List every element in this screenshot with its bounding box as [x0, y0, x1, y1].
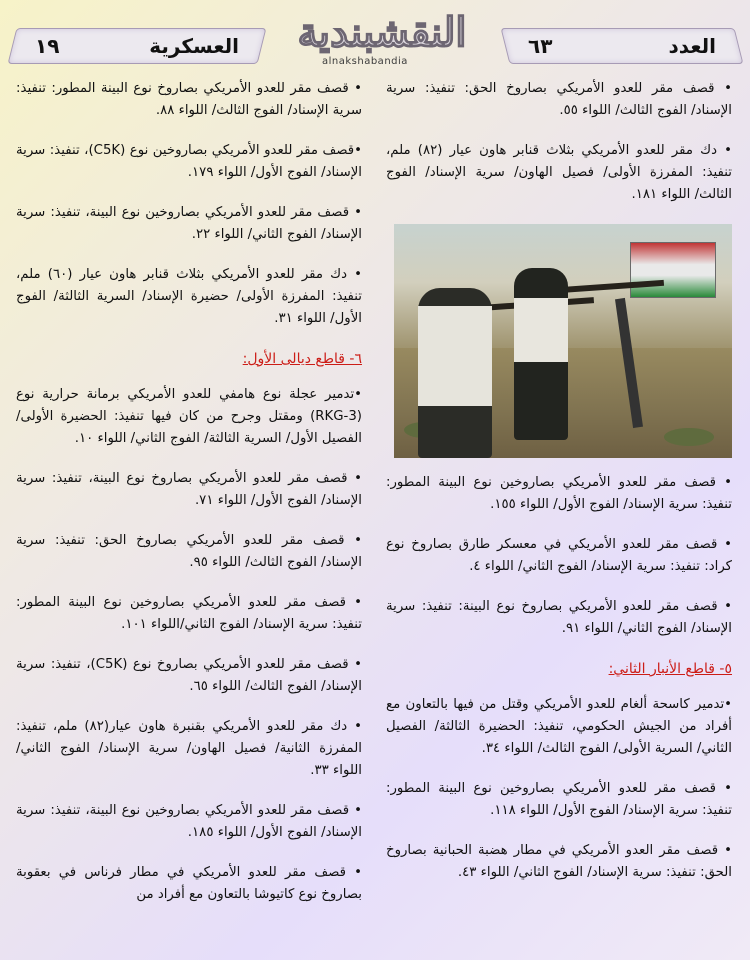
- list-item: • قصف مقر للعدو الأمريكي بصاروخين نوع البينة، تنفيذ: سرية الإسناد/ الفوج الثاني/ اللواء ٢٢.: [16, 205, 362, 242]
- page-number: ١٩: [35, 34, 60, 58]
- list-item: • قصف مقر للعدو الأمريكي في معسكر طارق بصاروخ نوع كراد: تنفيذ: سرية الإسناد/ الفوج الثاني/ اللواء ٤.: [386, 537, 732, 574]
- list-item: • قصف مقر للعدو الأمريكي بصاروخ نوع البينة المطور: تنفيذ: سرية الإسناد/ الفوج الثالث/ اللواء ٨٨.: [16, 81, 362, 118]
- logo-title: النقشبندية: [297, 9, 467, 56]
- left-header-banner: [8, 28, 267, 64]
- issue-label: العدد: [668, 34, 716, 58]
- list-item: • قصف مقر للعدو الأمريكي بصاروخين نوع البينة، تنفيذ: سرية الإسناد/ الفوج الأول/ اللواء ١٨٥.: [16, 803, 362, 840]
- page-header: [0, 0, 750, 78]
- list-item: • قصف مقر للعدو الأمريكي بصاروخ نوع (C5K)، تنفيذ: سرية الإسناد/ الفوج الثالث/ اللواء ٦٥.: [16, 657, 362, 694]
- list-item: • قصف مقر للعدو الأمريكي بصاروخ نوع البينة، تنفيذ: سرية الإسناد/ الفوج الأول/ اللواء ٧١.: [16, 471, 362, 508]
- list-item: •تدمير عجلة نوع هامفي للعدو الأمريكي برمانة حرارية نوع (RKG-3) ومقتل وجرح من كان فيها تنفيذ: الحضيرة الأولى/ الفصيل الأول/ السرية الثالثة/ الفوج الثاني/ اللواء ١٠.: [16, 387, 362, 446]
- magazine-logo: [262, 6, 502, 72]
- list-item: •قصف مقر للعدو الأمريكي بصاروخين نوع (C5K)، تنفيذ: سرية الإسناد/ الفوج الأول/ اللواء ١٧٩.: [16, 143, 363, 180]
- list-item: • دك مقر للعدو الأمريكي بثلاث قنابر هاون عيار (٦٠) ملم، تنفيذ: المفرزة الأولى/ حضيرة الإسناد/ السرية الثالثة/ الفوج الأول/ اللواء ٣١.: [16, 267, 362, 326]
- list-item: •تدمير كاسحة ألغام للعدو الأمريكي وقتل من فيها بالتعاون مع أفراد من الجيش الحكومي، تنفيذ: الحضيرة الثالثة/ الفصيل الثاني/ السرية الأولى/ الفوج الثالث/ اللواء ٣٤.: [386, 697, 732, 756]
- issue-number: ٦٣: [528, 34, 553, 58]
- section-label: العسكرية: [149, 34, 239, 58]
- fighter-figure: [514, 268, 568, 440]
- logo-url: alnakshabandia: [322, 56, 408, 67]
- list-item: • قصف مقر للعدو الأمريكي بصاروخين نوع البينة المطور: تنفيذ: سرية الإسناد/ الفوج الثاني/اللواء ١٠١.: [16, 595, 362, 632]
- list-item: • قصف مقر العدو الأمريكي في مطار هضبة الحبانية بصاروخ الحق: تنفيذ: سرية الإسناد/ الفوج الثاني/ اللواء ٤٣.: [386, 843, 732, 880]
- section-title: ٥- قاطع الأنبار الثاني:: [608, 661, 732, 677]
- list-item: • دك مقر للعدو الأمريكي بقنبرة هاون عيار(٨٢) ملم، تنفيذ: المفرزة الثانية/ فصيل الهاون/ سرية الإسناد/ الفوج الثاني/ اللواء ٣٣.: [16, 719, 362, 778]
- list-item: • قصف مقر للعدو الأمريكي بصاروخ الحق: تنفيذ: سرية الإسناد/ الفوج الثالث/ اللواء ٩٥.: [16, 533, 362, 570]
- list-item: • قصف مقر للعدو الأمريكي في مطار فرناس في بعقوبة بصاروخ نوع كاتيوشا بالتعاون مع أفراد من: [16, 865, 362, 902]
- fighter-figure: [418, 288, 492, 458]
- left-column: [16, 78, 362, 924]
- photo-bush: [664, 428, 714, 446]
- fighters-photo: [394, 224, 732, 458]
- list-item: • قصف مقر للعدو الأمريكي بصاروخ نوع البينة: تنفيذ: سرية الإسناد/ الفوج الثاني/ اللواء ٩١.: [386, 599, 732, 636]
- list-item: • دك مقر للعدو الأمريكي بثلاث قنابر هاون عيار (٨٢) ملم، تنفيذ: المفرزة الأولى/ فصيل الهاون/ سرية الإسناد/ الفوج الثالث/ اللواء ١٨١.: [386, 143, 732, 202]
- emblem-icon: [630, 242, 716, 298]
- list-item: • قصف مقر للعدو الأمريكي بصاروخين نوع البينة المطور: تنفيذ: سرية الإسناد/ الفوج الأول/ اللواء ١١٨.: [386, 781, 732, 818]
- section-title: ٦- قاطع ديالى الأول:: [242, 351, 362, 367]
- right-header-banner: [501, 28, 744, 64]
- right-column: [386, 78, 732, 902]
- list-item: • قصف مقر للعدو الأمريكي بصاروخين نوع البينة المطور: تنفيذ: سرية الإسناد/ الفوج الأول/ اللواء ١٥٥.: [386, 475, 732, 512]
- list-item: • قصف مقر للعدو الأمريكي بصاروخ الحق: تنفيذ: سرية الإسناد/ الفوج الثالث/ اللواء ٥٥.: [386, 81, 732, 118]
